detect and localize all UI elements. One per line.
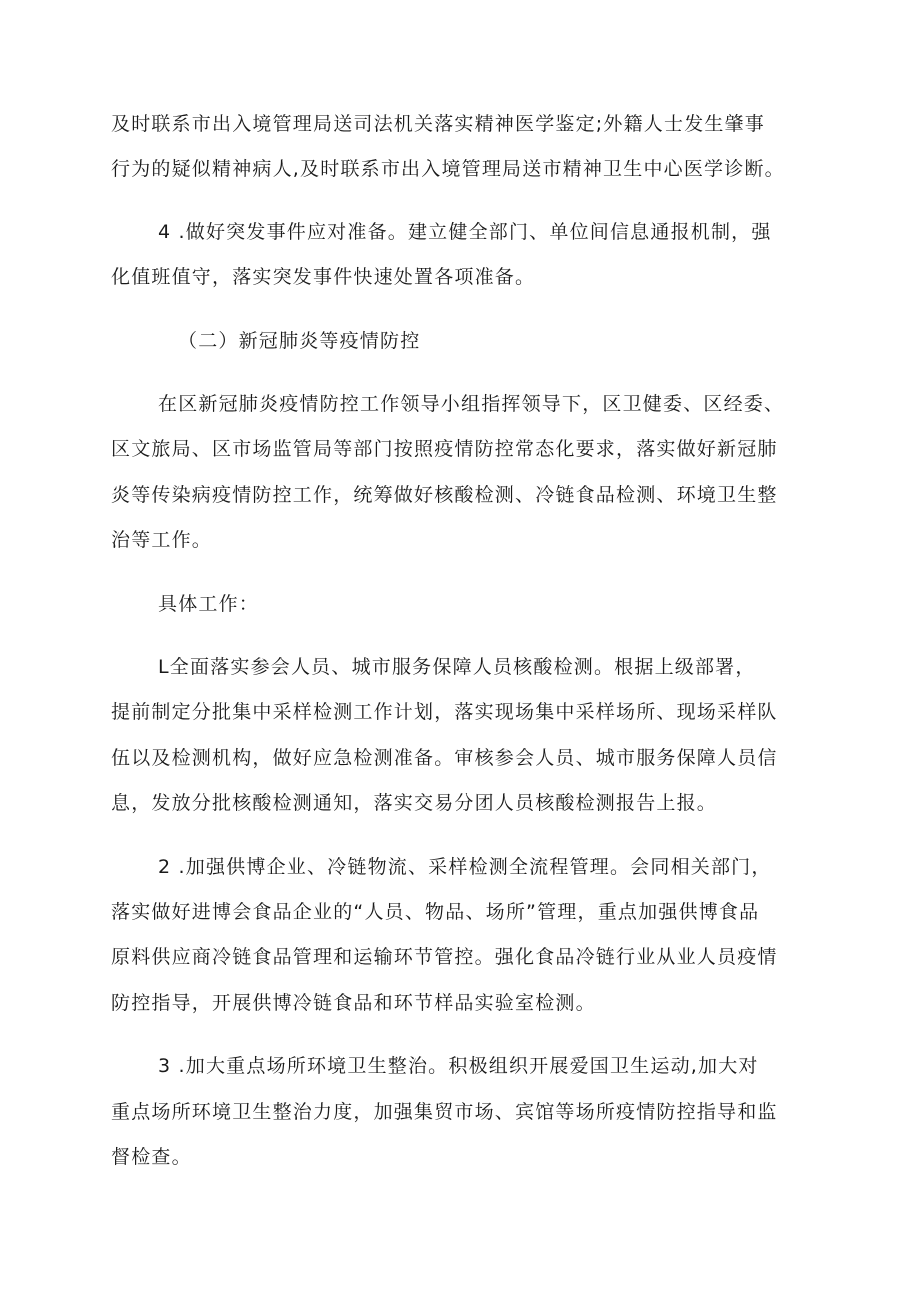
paragraph-line: 治等工作。	[111, 529, 213, 551]
paragraph-line: 具体工作：	[158, 593, 260, 615]
paragraph-line: 落实做好进博会食品企业的“人员、物品、场所”管理，重点加强供博食品	[111, 901, 760, 923]
paragraph-line: 息，发放分批核酸检测通知，落实交易分团人员核酸检测报告上报。	[111, 792, 718, 814]
paragraph-line: 督检查。	[111, 1146, 192, 1168]
paragraph-line: 在区新冠肺炎疫情防控工作领导小组指挥领导下，区卫健委、区经委、	[158, 393, 785, 415]
paragraph-line: 伍以及检测机构，做好应急检测准备。审核参会人员、城市服务保障人员信	[111, 747, 778, 769]
paragraph-line: L全面落实参会人员、城市服务保障人员核酸检测。根据上级部署，	[158, 656, 756, 678]
paragraph-line: 重点场所环境卫生整治力度，加强集贸市场、宾馆等场所疫情防控指导和监	[111, 1101, 778, 1123]
paragraph-line: 原料供应商冷链食品管理和运输环节管控。强化食品冷链行业从业人员疫情	[111, 946, 778, 968]
paragraph-line: 及时联系市出入境管理局送司法机关落实精神医学鉴定;外籍人士发生肇事	[111, 113, 766, 135]
section-heading: （二）新冠肺炎等疫情防控	[178, 330, 421, 352]
paragraph-line: 3 .加大重点场所环境卫生整治。积极组织开展爱国卫生运动,加大对	[158, 1055, 759, 1077]
paragraph-line: 区文旅局、区市场监管局等部门按照疫情防控常态化要求，落实做好新冠肺	[111, 438, 778, 460]
paragraph-line: 4 .做好突发事件应对准备。建立健全部门、单位间信息通报机制，强	[158, 221, 772, 243]
paragraph-line: 行为的疑似精神病人,及时联系市出入境管理局送市精神卫生中心医学诊断。	[111, 158, 785, 180]
paragraph-line: 2 .加强供博企业、冷链物流、采样检测全流程管理。会同相关部门，	[158, 856, 772, 878]
paragraph-line: 防控指导，开展供博冷链食品和环节样品实验室检测。	[111, 992, 596, 1014]
paragraph-line: 化值班值守，落实突发事件快速处置各项准备。	[111, 266, 536, 288]
paragraph-line: 提前制定分批集中采样检测工作计划，落实现场集中采样场所、现场采样队	[111, 701, 778, 723]
paragraph-line: 炎等传染病疫情防控工作，统筹做好核酸检测、冷链食品检测、环境卫生整	[111, 484, 778, 506]
